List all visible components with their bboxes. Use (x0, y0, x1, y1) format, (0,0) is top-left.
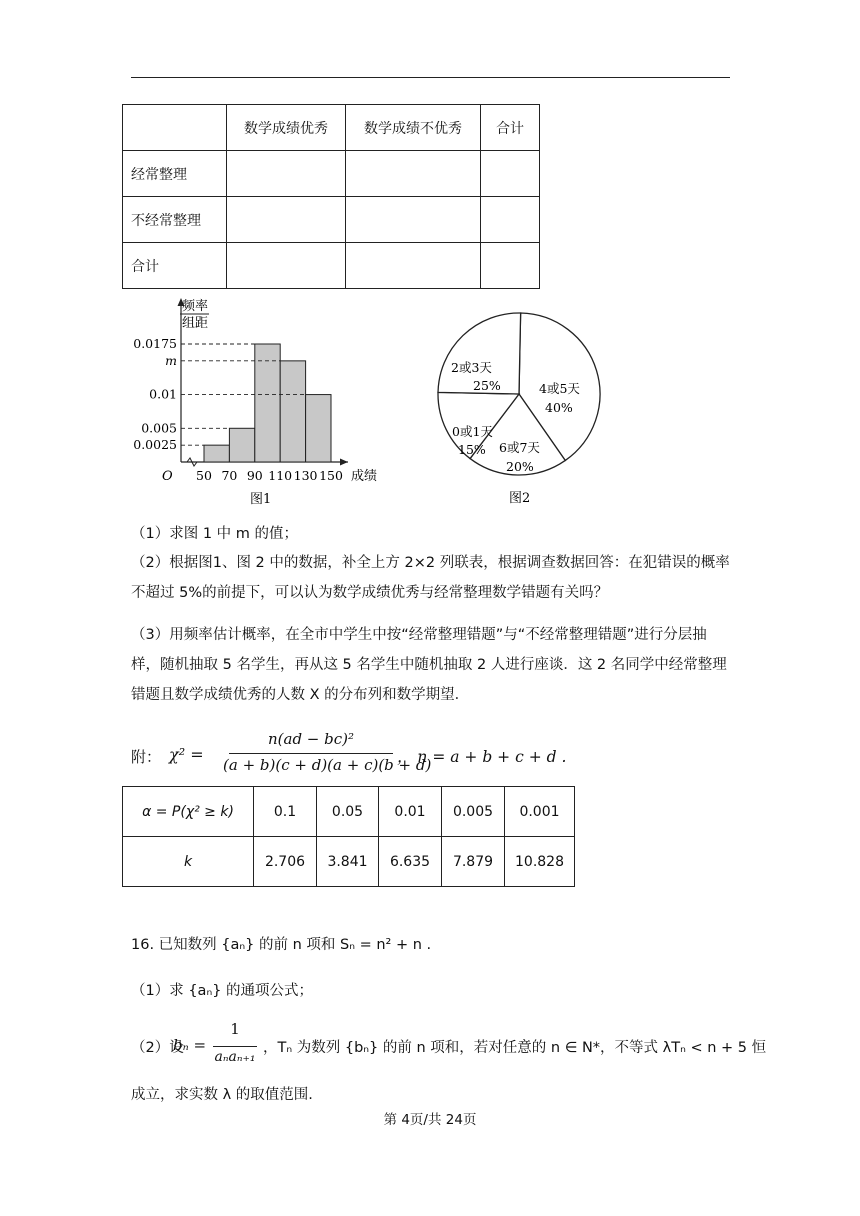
table-row (123, 787, 575, 837)
bn-numerator: 1 (230, 1020, 240, 1038)
chi-square-formula (131, 730, 731, 776)
formula-numerator: n(ad − bc)² (267, 730, 355, 748)
table-cell: 0.05 (317, 787, 379, 837)
y-tick-label: 0.0025 (133, 437, 177, 453)
y-tick-label: 0.01 (149, 386, 177, 402)
histogram-bar (280, 361, 305, 462)
table-cell[interactable] (481, 197, 540, 243)
header-rule (131, 77, 730, 78)
x-tick-label: 50 (196, 468, 212, 483)
formula-denominator: (a + b)(c + d)(a + c)(b + d) (223, 756, 432, 774)
bn-lhs: bₙ = (173, 1036, 207, 1054)
x-tick-label: 130 (293, 468, 318, 483)
histogram-chart (125, 292, 400, 507)
x-tick-label: 110 (268, 468, 293, 483)
y-tick-label: m (165, 352, 177, 368)
table-corner-cell (123, 105, 227, 151)
problem-16-part-2-end: 成立，求实数 λ 的取值范围. (131, 1087, 313, 1103)
pie-chart (435, 297, 615, 512)
table-cell[interactable] (346, 243, 481, 289)
contingency-table (122, 104, 540, 289)
origin-label: O (162, 469, 173, 484)
histogram-bar (229, 428, 254, 462)
bn-denominator: aₙaₙ₊₁ (214, 1049, 256, 1065)
histogram-plot (133, 298, 348, 483)
table-cell[interactable] (227, 243, 346, 289)
table-cell: 6.635 (379, 837, 442, 887)
table-row-label: 不经常整理 (123, 197, 227, 243)
table-row (123, 837, 575, 887)
y-tick-label: 0.005 (141, 420, 177, 436)
table-header-row (123, 105, 540, 151)
page-footer: 第 4页/共 24页 (383, 1112, 477, 1128)
formula-fraction-bar (229, 753, 393, 754)
table-header-cell: 数学成绩不优秀 (346, 105, 481, 151)
histogram-bar (255, 344, 280, 462)
table-cell[interactable] (481, 243, 540, 289)
table-header-cell: 数学成绩优秀 (227, 105, 346, 151)
table-cell: 0.1 (254, 787, 317, 837)
table-row (123, 151, 540, 197)
table-cell: 0.001 (505, 787, 575, 837)
table-cell: 0.005 (442, 787, 505, 837)
question-1: （1）求图 1 中 m 的值； (131, 526, 299, 542)
xlabel: 成绩 (351, 469, 378, 484)
table-row-label: 经常整理 (123, 151, 227, 197)
table-cell[interactable] (346, 151, 481, 197)
formula-lhs: χ² = (169, 745, 204, 764)
question-2: （2）根据图1、图 2 中的数据，补全上方 2×2 列联表，根据调查数据回答：在犯错误的概率不超过 5%的前提下，可以认为数学成绩优秀与经常整理数学错题有关吗？ (131, 555, 730, 601)
x-axis-arrow (340, 459, 348, 466)
ylabel-bottom: 组距 (182, 316, 209, 331)
ylabel-top: 频率 (182, 299, 209, 314)
table-cell[interactable] (481, 151, 540, 197)
pie-pct: 20% (506, 459, 534, 474)
pie-label: 4或5天 (539, 381, 580, 396)
y-tick-label: 0.0175 (133, 336, 177, 351)
table-cell: 10.828 (505, 837, 575, 887)
pie-label: 6或7天 (499, 440, 540, 455)
problem-16-part-2 (131, 1020, 767, 1072)
histogram-bar (306, 395, 331, 462)
x-tick-label: 90 (246, 468, 263, 483)
part-2-label: （2）设 (131, 1040, 184, 1056)
table-cell: α = P(χ² ≥ k) (123, 787, 254, 837)
histogram-bar (204, 445, 229, 462)
table-cell[interactable] (346, 197, 481, 243)
histogram-caption: 图1 (250, 492, 272, 507)
pie-caption: 图2 (509, 491, 531, 506)
formula-rhs: ， n = a + b + c + d . (397, 748, 567, 766)
table-cell: 2.706 (254, 837, 317, 887)
table-header-cell: 合计 (481, 105, 540, 151)
table-cell: 3.841 (317, 837, 379, 887)
x-tick-label: 70 (221, 468, 238, 483)
table-row (123, 197, 540, 243)
table-cell: 0.01 (379, 787, 442, 837)
problem-16-part-1: （1）求 {aₙ} 的通项公式； (131, 983, 314, 999)
pie-pct: 25% (473, 378, 501, 393)
table-cell: k (123, 837, 254, 887)
bn-fraction-bar (213, 1046, 257, 1047)
table-cell[interactable] (227, 151, 346, 197)
table-cell[interactable] (227, 197, 346, 243)
problem-16-title: 16. 已知数列 {aₙ} 的前 n 项和 Sₙ = n² + n . (131, 937, 432, 953)
question-3: （3）用频率估计概率，在全市中学生中按“经常整理错题”与“不经常整理错题”进行分层抽样，随机抽取 5 名学生，再从这 5 名学生中随机抽取 2 人进行座谈．这 2 名同学中经常整理错题且数学成绩优秀的人数 X 的分布列和数学期望． (131, 627, 727, 703)
formula-prefix: 附： (131, 748, 162, 766)
pie-label: 0或1天 (452, 424, 493, 439)
pie-pct: 40% (545, 400, 573, 415)
table-row-label: 合计 (123, 243, 227, 289)
table-row (123, 243, 540, 289)
part-2-condition: ，Tₙ 为数列 {bₙ} 的前 n 项和，若对任意的 n ∈ N*，不等式 λTₙ < n + 5 恒 (263, 1040, 767, 1056)
pie-pct: 15% (458, 442, 486, 457)
pie-label: 2或3天 (451, 360, 492, 375)
critical-value-table (122, 786, 575, 887)
x-tick-label: 150 (319, 468, 343, 483)
table-cell: 7.879 (442, 837, 505, 887)
